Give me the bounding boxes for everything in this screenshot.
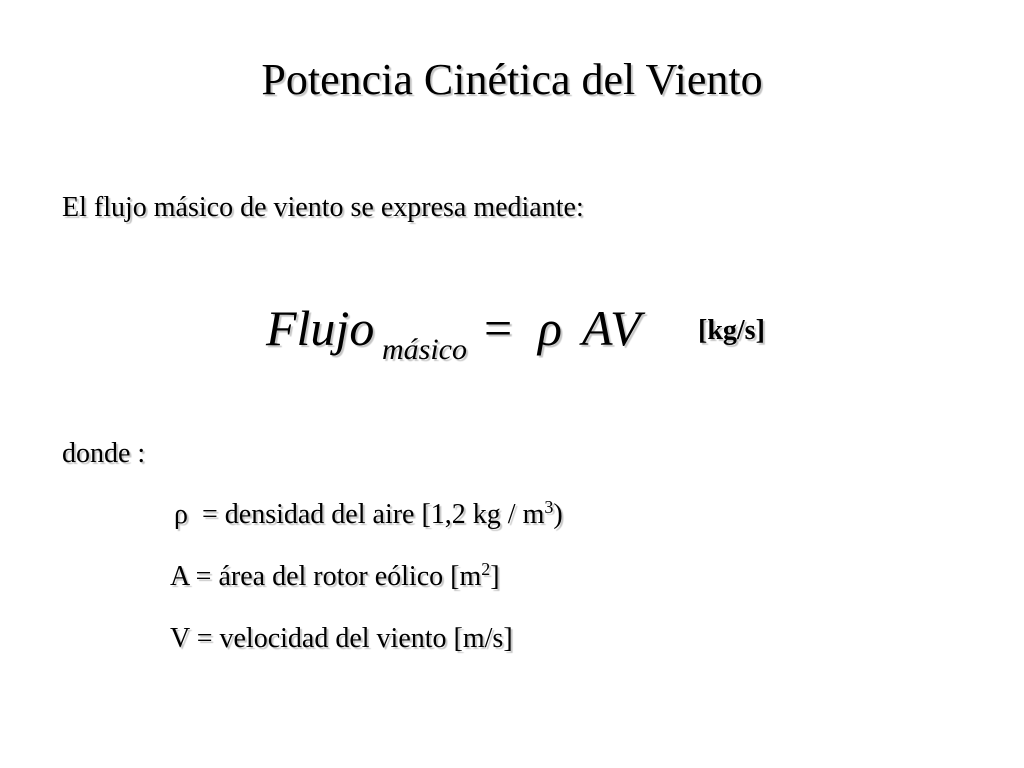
donde-label: donde :	[62, 438, 146, 469]
rho-symbol: ρ	[174, 499, 188, 530]
definition-area-close: ]	[490, 561, 500, 592]
definition-area	[170, 559, 500, 595]
formula-units: [kg/s]	[698, 315, 765, 346]
definition-velocity	[170, 621, 513, 657]
formula-rho-symbol: ρ	[538, 300, 562, 356]
definition-rho-text: = densidad del aire [1,2 kg / m	[201, 499, 545, 530]
formula-subscript: másico	[382, 333, 467, 366]
definition-velocity-text: V = velocidad del viento [m/s]	[170, 623, 513, 654]
formula-rhs: AV	[582, 300, 641, 356]
definition-rho	[174, 497, 563, 533]
intro-text: El flujo másico de viento se expresa mediante:	[62, 192, 584, 223]
definition-area-text: A = área del rotor eólico [m	[170, 561, 482, 592]
definition-rho-exponent: 3	[544, 497, 554, 517]
slide-title: Potencia Cinética del Viento	[261, 55, 763, 104]
definition-area-exponent: 2	[481, 559, 491, 579]
formula-lhs: Flujo	[266, 300, 375, 356]
mass-flow-formula	[266, 298, 656, 378]
definition-rho-close: )	[553, 499, 563, 530]
formula-equals: =	[484, 300, 513, 356]
